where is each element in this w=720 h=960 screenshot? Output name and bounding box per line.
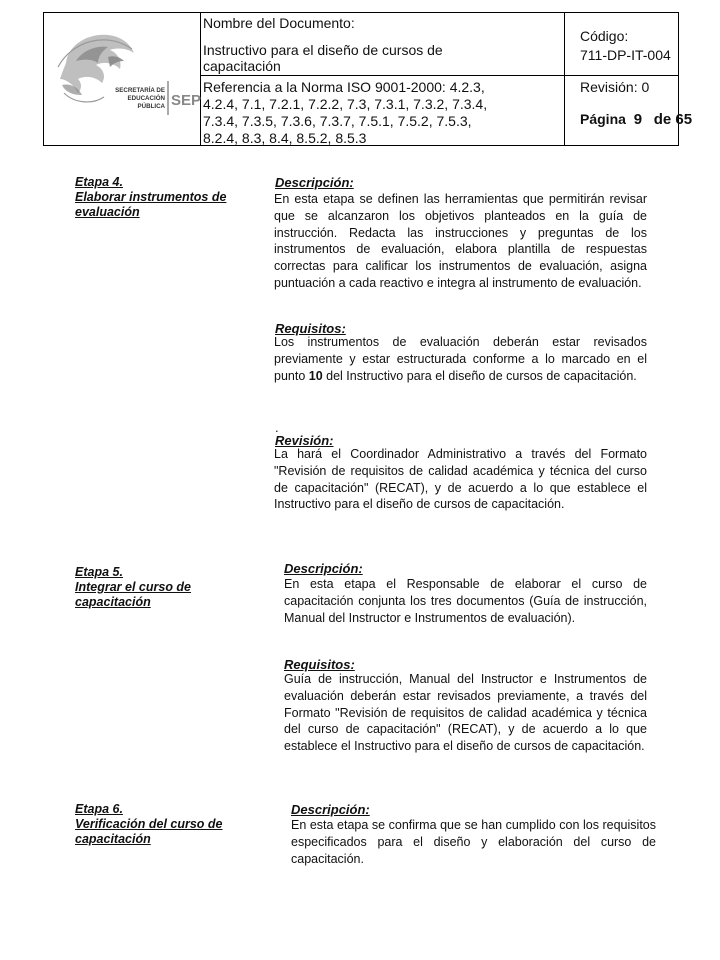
doc-title-line-1: Instructivo para el diseño de cursos de (203, 42, 443, 58)
header-right (564, 13, 693, 145)
iso-reference-line-2: 4.2.4, 7.1, 7.2.1, 7.2.2, 7.3, 7.3.1, 7.3.2, 7.3.4, (203, 96, 488, 112)
stage-4-requirements-label: Requisitos: (275, 321, 346, 336)
svg-text:SEP: SEP (171, 92, 202, 109)
doc-title-line-2: capacitación (203, 58, 281, 74)
stage-5-name-line-2: capacitación (75, 595, 151, 609)
sep-logo (48, 23, 202, 123)
requirements-point-number: 10 (308, 368, 323, 383)
logo-lettering (115, 86, 201, 110)
stage-4-requirements-text: Los instrumentos de evaluación deberán estar revisados previamente y estar estructurada conforme a lo marcado en el punto 10 del Instructivo para el diseño de cursos de capacitación. (274, 335, 647, 383)
svg-text:SECRETARÍA DE: SECRETARÍA DE (115, 87, 165, 94)
revision-number: Revisión: 0 (580, 79, 650, 95)
stage-6-name-line-1: Verificación del curso de (75, 817, 223, 831)
iso-reference-line-4: 8.2.4, 8.3, 8.4, 8.5.2, 8.5.3 (203, 130, 367, 146)
svg-text:PÚBLICA: PÚBLICA (137, 103, 165, 110)
logo-cell (44, 13, 201, 145)
doc-name-label: Nombre del Documento (203, 15, 351, 31)
code-value: 711-DP-IT-004 (580, 47, 671, 63)
code-cell (564, 13, 678, 76)
stray-dot: . (275, 420, 279, 435)
code-label: Código: (580, 28, 629, 44)
stage-5-description-label: Descripción: (284, 561, 363, 576)
stage-4-name-line-2: evaluación (75, 205, 140, 219)
iso-reference-line-1: Referencia a la Norma ISO 9001-2000: 4.2.3, (203, 79, 485, 95)
iso-reference-line-3: 7.3.4, 7.3.5, 7.3.6, 7.3.7, 7.5.1, 7.5.2, 7.5.3, (203, 113, 472, 129)
doc-name-label-line: Nombre del Documento: (203, 15, 355, 31)
page-label: Página (580, 111, 626, 127)
stage-4-description-label: Descripción: (275, 175, 354, 190)
stage-6-description-text: En esta etapa se confirma que se han cumplido con los requisitos especificados para el diseño y elaboración del curso de capacitación. (291, 818, 656, 866)
document-header (43, 12, 693, 146)
stage-6-title: Etapa 6. (75, 802, 123, 816)
stage-6-name-line-2: capacitación (75, 832, 151, 846)
stage-5-name-line-1: Integrar el curso de (75, 580, 192, 594)
stage-4-description-text: En esta etapa se definen las herramientas que permitirán revisar que se alcanzaron los objetivos planteados en la guía de instrucción. Redacta las instrucciones y preguntas de los instrumentos de evaluación, elabora plantilla de respuestas correctas para calificar los instrumentos de evaluación, asigna puntuación a cada reactivo e integra al instrumento de evaluación. (274, 192, 647, 290)
stage-4-name-line-1: Elaborar instrumentos de (75, 190, 227, 204)
stage-4-title: Etapa 4. (75, 175, 123, 189)
stage-5-title: Etapa 5. (75, 565, 123, 579)
stage-4-review-text: La hará el Coordinador Administrativo a través del Formato "Revisión de requisitos de calidad académica y técnica del curso de capacitación" (RECAT), y de acuerdo a lo que establece el Instructivo para el diseño de cursos de capacitación. (274, 447, 647, 512)
page-indicator (580, 111, 692, 128)
doc-name-cell (200, 13, 564, 76)
page-total: de 65 (653, 111, 693, 128)
stage-5-requirements-label: Requisitos: (284, 657, 355, 672)
stage-4-review-label: Revisión: (275, 433, 334, 448)
stage-5-requirements-text: Guía de instrucción, Manual del Instructor e Instrumentos de evaluación deberán estar revisados previamente, a través del Formato "Revisión de requisitos de calidad académica y técnica del curso de capacitación" (RECAT), y de acuerdo a lo que establece el Instructivo para el diseño de cursos de capacitación. (284, 672, 647, 754)
svg-text:EDUCACIÓN: EDUCACIÓN (127, 95, 165, 102)
page-number: 9 (633, 111, 643, 128)
header-middle (200, 13, 565, 145)
stage-5-description-text: En esta etapa el Responsable de elaborar el curso de capacitación conjunta los tres documentos (Guía de instrucción, Manual del Instructor e Instrumentos de evaluación). (284, 577, 647, 625)
stage-6-description-label: Descripción: (291, 802, 370, 817)
